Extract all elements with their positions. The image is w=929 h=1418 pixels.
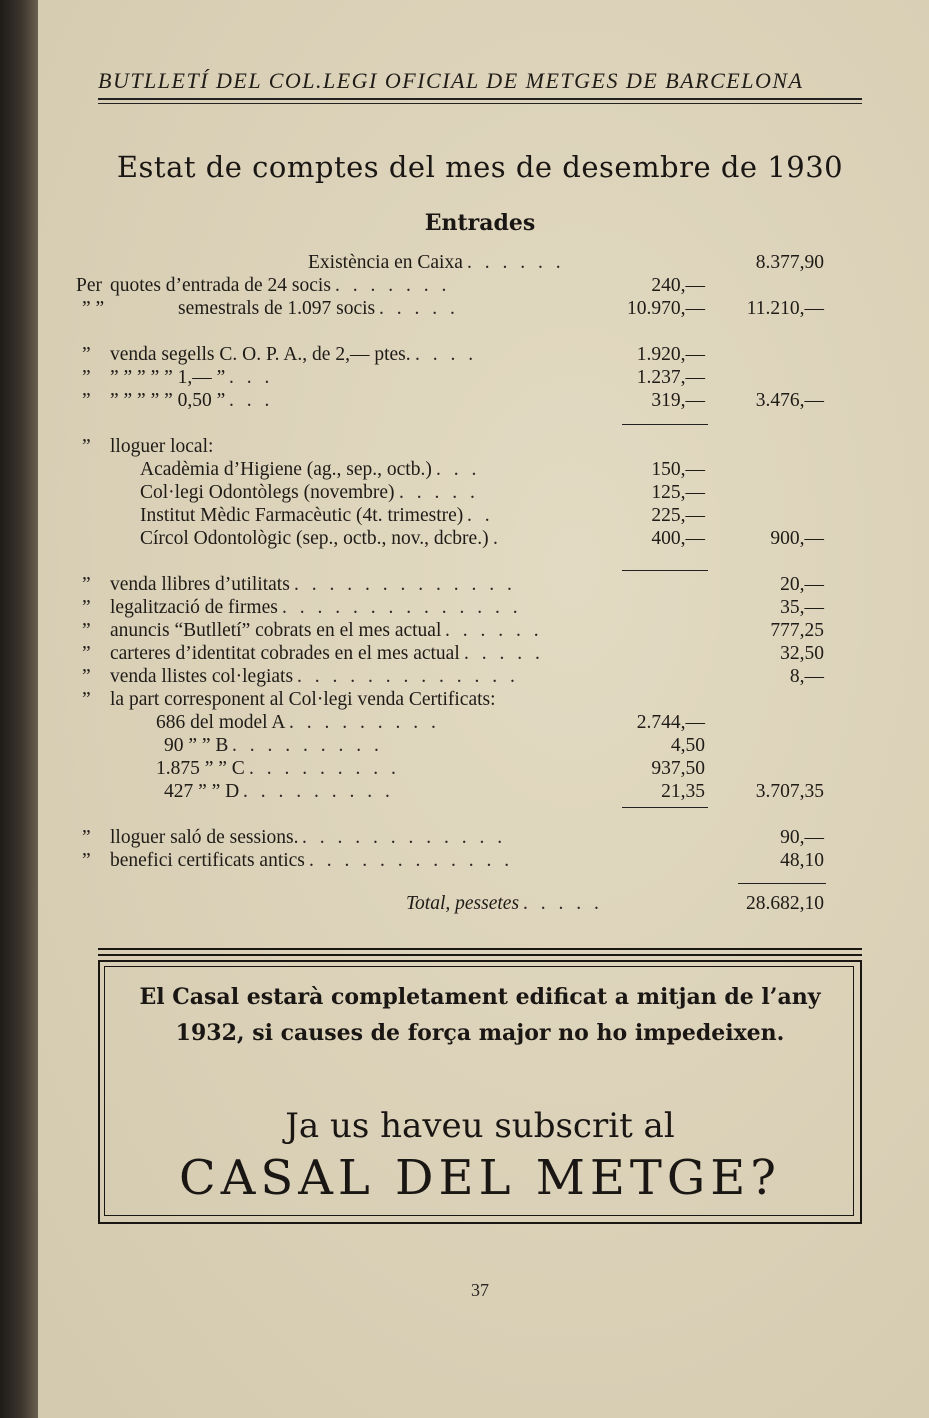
row-mark: ” [82, 574, 91, 595]
row-leader-dots: . . . . . [399, 482, 479, 503]
row-label: lloguer saló de sessions. [110, 827, 299, 848]
row-label: anuncis “Butlletí” cobrats en el mes actual [110, 620, 442, 641]
row-mark: ” [82, 367, 91, 388]
row-amount: 4,50 [670, 735, 705, 756]
subtotal-rule [622, 807, 708, 808]
row-leader-dots: . . . . . . . . . . . . . . [282, 597, 522, 618]
document-page [38, 0, 929, 1418]
row-mark: ” [82, 689, 91, 710]
row-leader-dots: . . . [436, 459, 481, 480]
row-label: Institut Mèdic Farmacèutic (4t. trimestre) [140, 505, 464, 526]
row-label: la part corresponent al Col·legi venda Certificats: [110, 689, 496, 710]
row-leader-dots: . . . . . . . [335, 275, 451, 296]
row-leader-dots: . . . . . [379, 298, 459, 319]
row-label: semestrals de 1.097 socis [178, 298, 376, 319]
row-amount: 2.744,— [636, 712, 705, 733]
row-subtotal: 48,10 [780, 850, 824, 871]
row-subtotal: 35,— [780, 597, 824, 618]
row-mark: ” [82, 390, 91, 411]
row-mark: ” [82, 436, 91, 457]
row-label: venda segells C. O. P. A., de 2,— ptes. [110, 344, 411, 365]
account-row [38, 298, 929, 324]
row-mark: ” ” [82, 298, 105, 319]
notice-rule-second [98, 954, 862, 956]
row-subtotal: 90,— [780, 827, 824, 848]
row-leader-dots: . . . . . . . . . [243, 781, 394, 802]
row-leader-dots: . [493, 528, 502, 549]
row-amount: 225,— [651, 505, 705, 526]
row-leader-dots: . . . . . . [467, 252, 565, 273]
row-leader-dots: . . . . . [464, 643, 544, 664]
row-leader-dots: . . . . [415, 344, 478, 365]
row-mark: ” [82, 643, 91, 664]
row-mark: ” [82, 850, 91, 871]
row-subtotal: 3.476,— [755, 390, 824, 411]
row-label: ” ” ” ” ” 0,50 ” [110, 390, 226, 411]
page-number: 37 [471, 1280, 489, 1300]
row-subtotal: 8.377,90 [755, 252, 824, 273]
row-leader-dots: . . . . . . . . . . . . [309, 850, 514, 871]
row-label: legalització de firmes [110, 597, 278, 618]
total-rule [738, 883, 826, 884]
row-amount: 150,— [651, 459, 705, 480]
row-label: ” ” ” ” ” 1,— ” [110, 367, 226, 388]
page-title: Estat de comptes del mes de desembre de 1930 [116, 150, 844, 184]
row-amount: 937,50 [651, 758, 705, 779]
row-label: Col·legi Odontòlegs (novembre) [140, 482, 395, 503]
notice-line-1: El Casal estarà completament edificat a mitjan de l’any [139, 984, 821, 1010]
question-line-1: Ja us haveu subscrit al [285, 1106, 675, 1146]
row-amount: 21,35 [661, 781, 705, 802]
row-label: Círcol Odontològic (sep., octb., nov., dcbre.) [140, 528, 489, 549]
row-leader-dots: . . . . . . . . . [232, 735, 383, 756]
row-label: carteres d’identitat cobrades en el mes actual [110, 643, 460, 664]
account-row [38, 390, 929, 416]
account-row [38, 528, 929, 554]
row-label: benefici certificats antics [110, 850, 305, 871]
row-mark: ” [82, 666, 91, 687]
book-gutter [0, 0, 38, 1418]
row-label: Total, pessetes [406, 893, 520, 914]
row-leader-dots: . . . . . . . . . . . . [302, 827, 507, 848]
row-label: Acadèmia d’Higiene (ag., sep., octb.) [140, 459, 432, 480]
row-subtotal: 20,— [780, 574, 824, 595]
row-label: venda llistes col·legiats [110, 666, 294, 687]
row-label: 90 ” ” B [164, 735, 229, 756]
row-label: 427 ” ” D [164, 781, 240, 802]
row-mark: ” [82, 620, 91, 641]
row-amount: 1.237,— [636, 367, 705, 388]
account-row [38, 893, 929, 919]
running-header: BUTLLETÍ DEL COL.LEGI OFICIAL DE METGES DE BARCELONA [98, 68, 804, 93]
row-label: 686 del model A [156, 712, 286, 733]
row-subtotal: 777,25 [770, 620, 824, 641]
notice-rule-top [98, 948, 862, 950]
subtotal-rule [622, 424, 708, 425]
row-label: lloguer local: [110, 436, 214, 457]
header-rule [98, 98, 862, 100]
section-heading: Entrades [424, 210, 536, 236]
row-subtotal: 900,— [770, 528, 824, 549]
row-mark: ” [82, 597, 91, 618]
row-leader-dots: . . . [229, 390, 274, 411]
row-amount: 125,— [651, 482, 705, 503]
header-rule-thin [98, 103, 862, 104]
row-leader-dots: . . . . . [523, 893, 603, 914]
row-subtotal: 11.210,— [746, 298, 824, 319]
row-leader-dots: . . . . . . [445, 620, 543, 641]
row-amount: 400,— [651, 528, 705, 549]
row-amount: 10.970,— [627, 298, 705, 319]
notice-line-2: 1932, si causes de força major no ho impedeixen. [175, 1020, 785, 1046]
row-leader-dots: . . . . . . . . . [249, 758, 400, 779]
row-mark: ” [82, 344, 91, 365]
row-leader-dots: . . [467, 505, 494, 526]
row-mark: ” [82, 827, 91, 848]
row-subtotal: 8,— [789, 666, 824, 687]
row-subtotal: 28.682,10 [746, 893, 824, 914]
row-amount: 1.920,— [636, 344, 705, 365]
row-leader-dots: . . . . . . . . . [289, 712, 440, 733]
row-subtotal: 3.707,35 [755, 781, 824, 802]
row-leader-dots: . . . . . . . . . . . . . [294, 574, 516, 595]
row-mark: Per [76, 275, 102, 296]
row-amount: 240,— [651, 275, 705, 296]
question-line-2: CASAL DEL METGE? [178, 1150, 782, 1206]
subtotal-rule [622, 570, 708, 571]
account-row [38, 850, 929, 876]
row-label: 1.875 ” ” C [156, 758, 245, 779]
row-amount: 319,— [651, 390, 705, 411]
notice-box [98, 948, 862, 1224]
row-label: Existència en Caixa [308, 252, 463, 273]
row-leader-dots: . . . . . . . . . . . . . [297, 666, 519, 687]
row-label: venda llibres d’utilitats [110, 574, 290, 595]
row-subtotal: 32,50 [780, 643, 824, 664]
account-row [38, 781, 929, 807]
row-label: quotes d’entrada de 24 socis [110, 275, 331, 296]
row-leader-dots: . . . [229, 367, 274, 388]
